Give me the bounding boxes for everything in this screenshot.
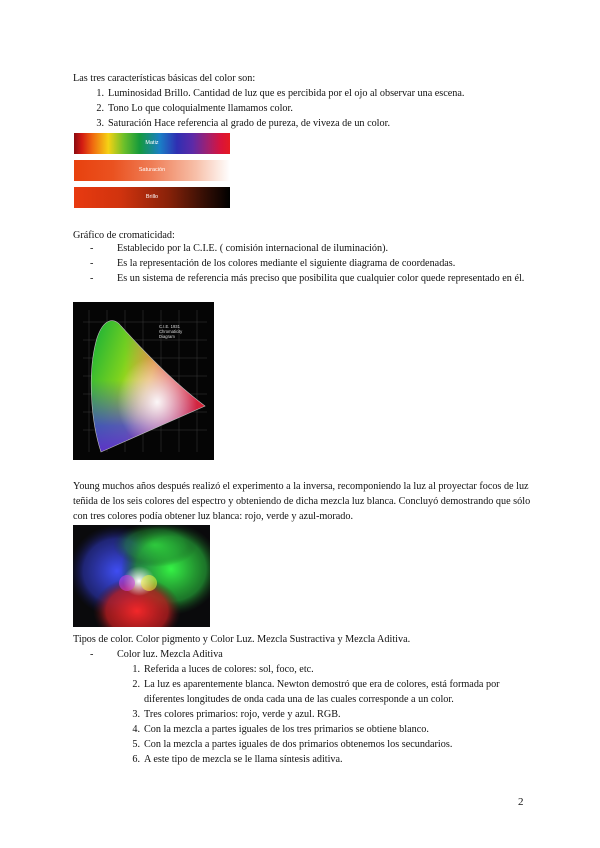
additive-heading-list: [90, 647, 537, 662]
cie-horseshoe: [91, 321, 205, 452]
saturation-bar: [74, 160, 230, 181]
list-item: 4. Con la mezcla a partes iguales de los tres primarios se obtiene blanco.: [132, 724, 429, 735]
rgb-light-circles-graphic: [73, 525, 210, 627]
list-item: 2. La luz es aparentemente blanca. Newton demostró que era de colores, está formada por diferentes longitudes de onda cada una de las cuales corresponde a un color.: [132, 679, 500, 705]
young-paragraph: Young muchos años después realizó el experimento a la inversa, recomponiendo la luz al proyectar focos de luz teñida de los seis colores del espectro y obteniendo de dicha mezcla luz blanca. Concluyó demostrando que sólo con tres colores podía obtener luz blanca: rojo, verde y azul-morado.: [73, 481, 531, 522]
intro-text: Las tres características básicas del color son:: [73, 73, 256, 84]
list-item: 1. Luminosidad Brillo. Cantidad de luz que es percibida por el ojo al observar una escena.: [96, 88, 465, 99]
cie-diagram-graphic: [73, 302, 214, 460]
characteristics-list: [96, 86, 548, 131]
list-item: - Es la representación de los colores mediante el siguiente diagrama de coordenadas.: [90, 258, 456, 269]
list-item: - Establecido por la C.I.E. ( comisión internacional de iluminación).: [90, 243, 389, 254]
cie-label-1: C.I.E. 1931: [159, 324, 180, 329]
additive-heading: Color luz. Mezcla Aditiva: [117, 649, 223, 660]
brightness-bar-label: Brillo: [145, 194, 159, 200]
additive-light-mixing-photo: [73, 525, 210, 627]
cie-chromaticity-diagram: [73, 302, 214, 460]
saturation-bar-label: Saturación: [138, 167, 166, 173]
chromaticity-heading: Gráfico de cromaticidad:: [73, 230, 175, 241]
brightness-bar: [74, 187, 230, 208]
list-item: 2. Tono Lo que coloquialmente llamamos color.: [96, 103, 293, 114]
color-types-paragraph: Tipos de color. Color pigmento y Color Luz. Mezcla Sustractiva y Mezcla Aditiva.: [73, 634, 411, 645]
list-item: 3. Saturación Hace referencia al grado de pureza, de viveza de un color.: [96, 118, 390, 129]
cie-label-3: Diagram: [159, 334, 175, 339]
list-item: 1. Referida a luces de colores: sol, foco, etc.: [132, 664, 314, 675]
hue-bar-label: Matiz: [145, 140, 159, 146]
additive-list: [132, 662, 514, 767]
chromaticity-list: [90, 241, 537, 286]
page-number: 2: [518, 796, 524, 808]
list-item: - Color luz. Mezcla Aditiva: [90, 649, 223, 660]
list-item: 3. Tres colores primarios: rojo, verde y azul. RGB.: [132, 709, 341, 720]
list-item: 6. A este tipo de mezcla se le llama síntesis aditiva.: [132, 754, 343, 765]
hue-bar: [74, 133, 230, 154]
cie-label-2: Chromaticity: [159, 329, 183, 334]
list-item: - Es un sistema de referencia más preciso que posibilita que cualquier color quede representado en él.: [90, 273, 525, 284]
list-item: 5. Con la mezcla a partes iguales de dos primarios obtenemos los secundarios.: [132, 739, 453, 750]
